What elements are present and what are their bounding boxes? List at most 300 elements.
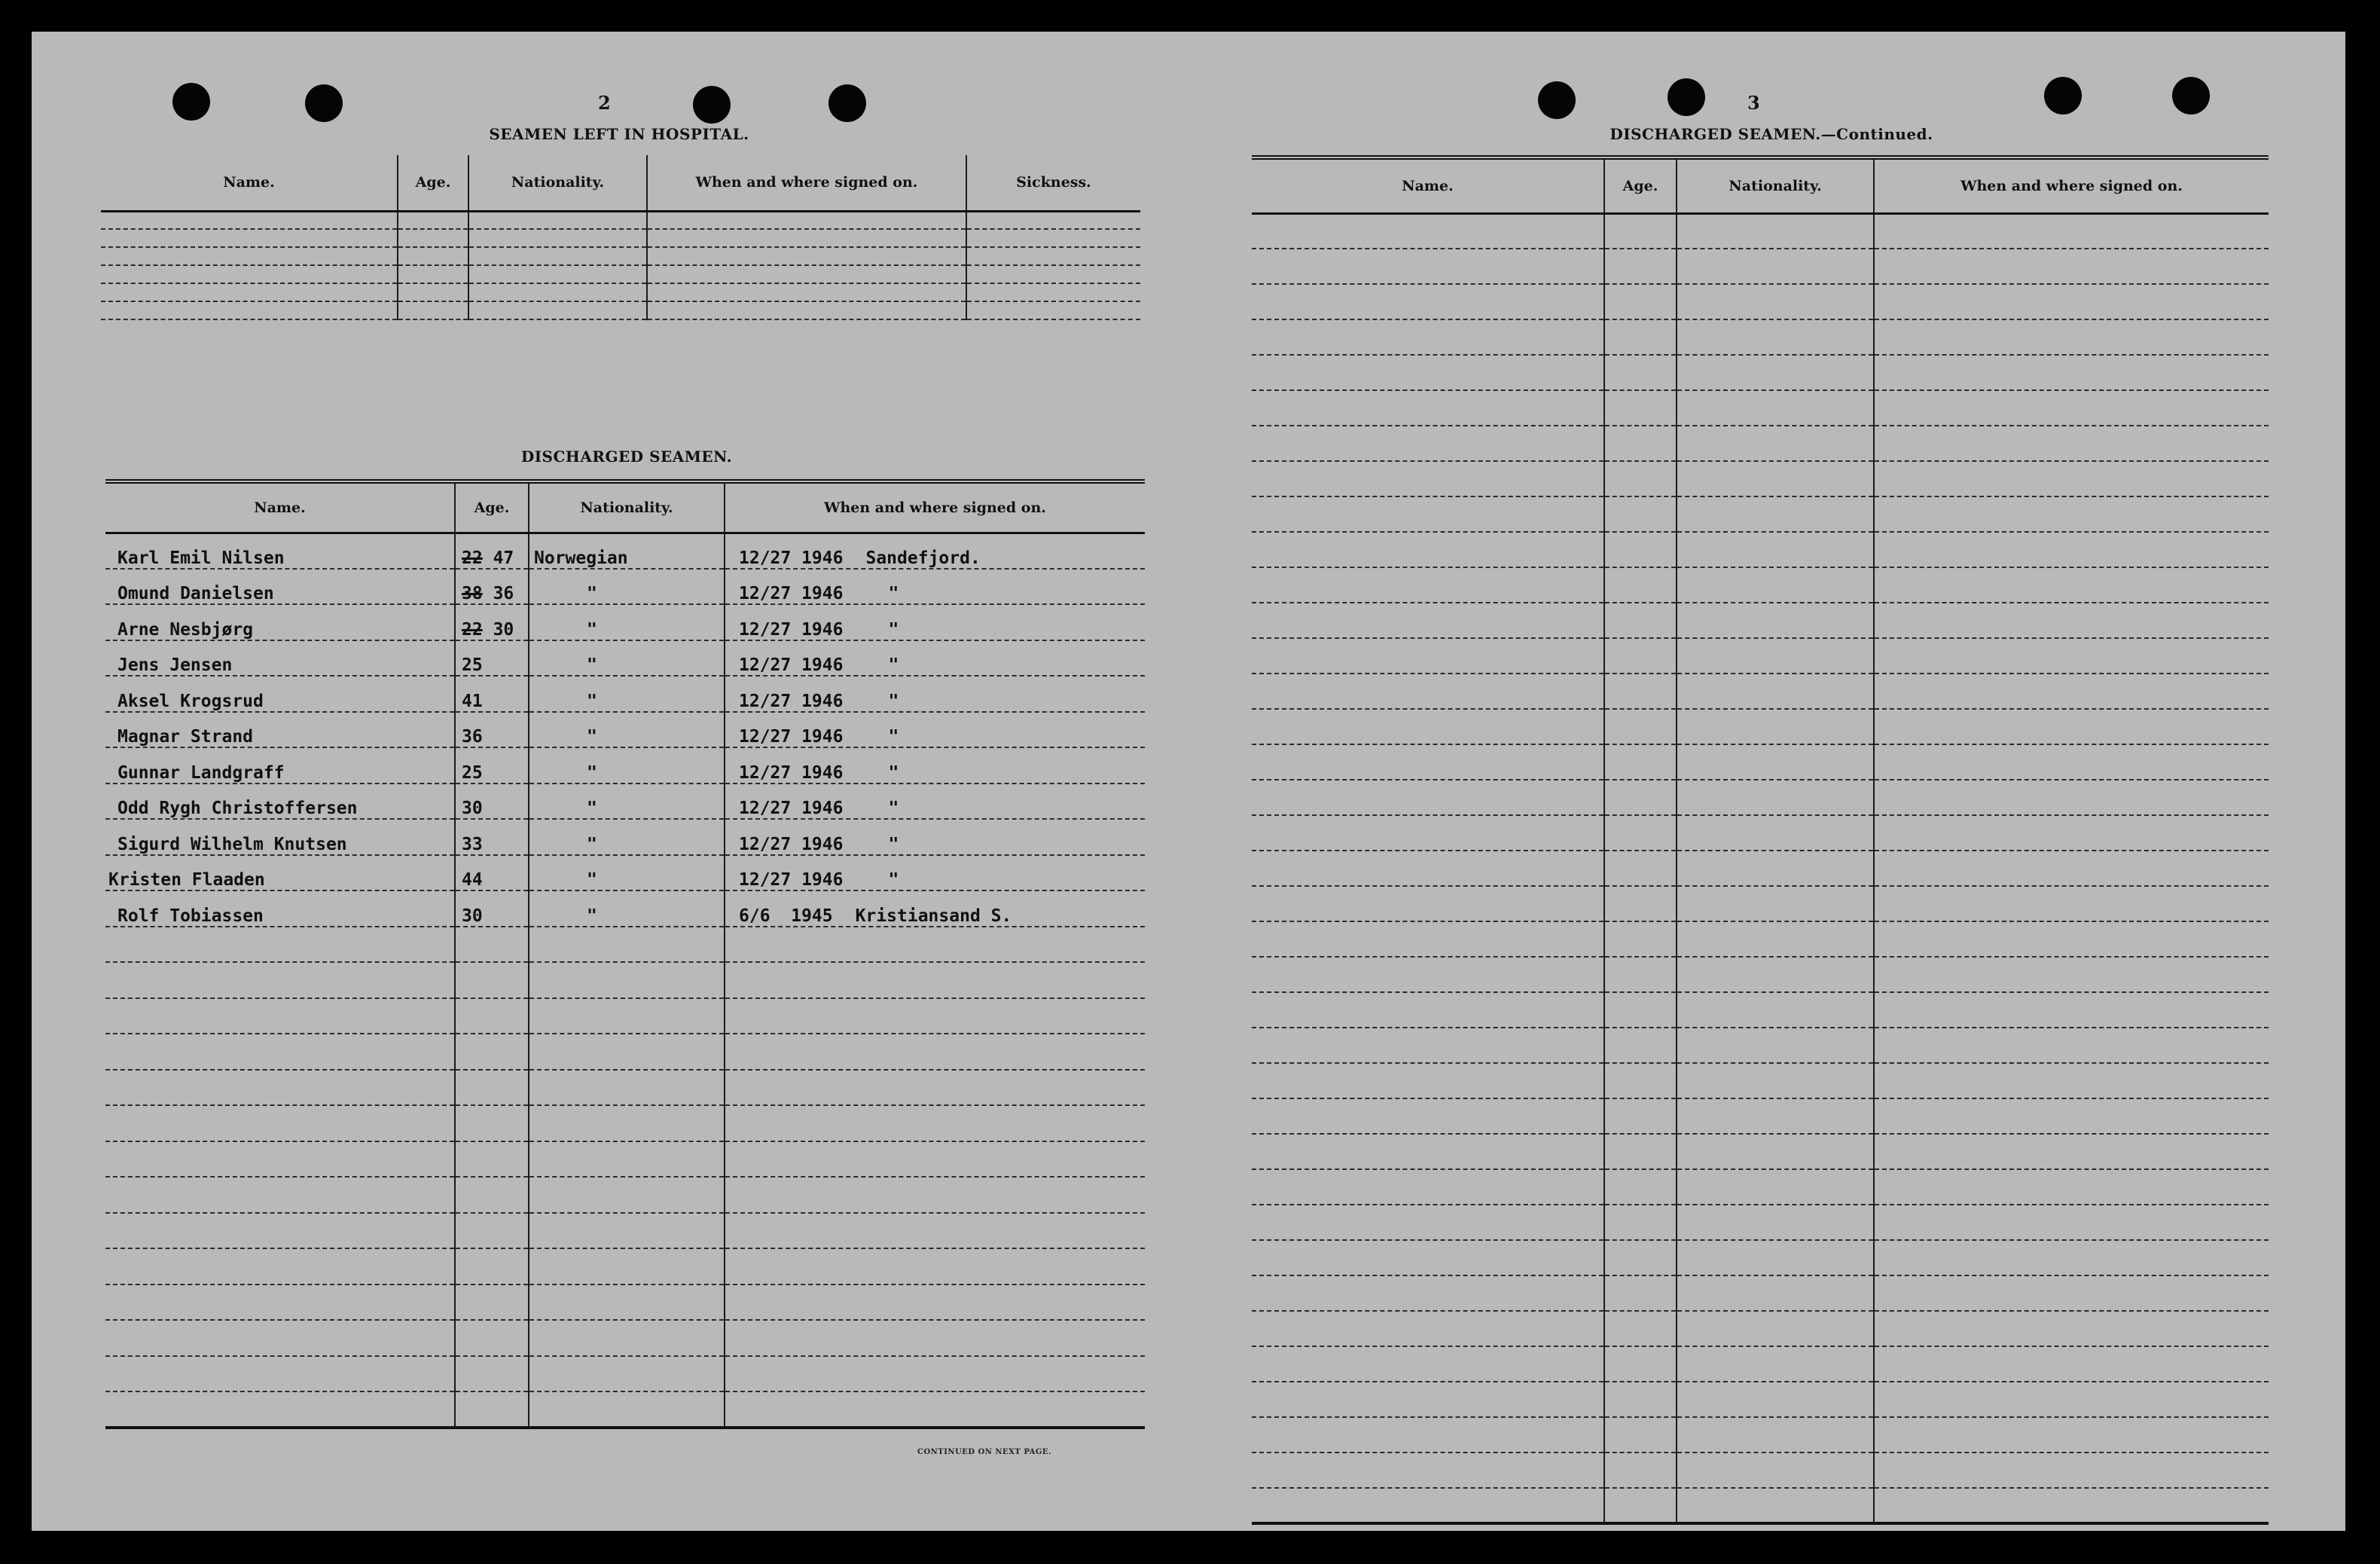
blank-row	[1252, 1205, 2269, 1240]
seaman-age-cell	[455, 712, 529, 748]
blank-row	[105, 1213, 1145, 1249]
empty-cell	[468, 265, 647, 283]
empty-cell	[1604, 1063, 1677, 1098]
blank-row	[1252, 709, 2269, 744]
seaman-name: Arne Nesbjørg	[105, 604, 455, 640]
hospital-row	[101, 301, 1140, 319]
blank-row	[1252, 319, 2269, 355]
blank-row	[1252, 1417, 2269, 1453]
empty-cell	[1252, 1488, 1604, 1523]
empty-cell	[455, 1391, 529, 1428]
empty-cell	[455, 1356, 529, 1392]
binder-hole	[1668, 78, 1705, 116]
empty-cell	[1677, 1240, 1874, 1275]
struck-age: 22	[462, 619, 483, 640]
seaman-age: 47	[493, 548, 514, 568]
empty-cell	[1874, 851, 2269, 886]
empty-cell	[105, 1177, 455, 1213]
empty-cell	[1677, 249, 1874, 284]
blank-row	[1252, 1382, 2269, 1417]
empty-cell	[105, 1105, 455, 1141]
seaman-age-cell	[455, 855, 529, 891]
signed-on-date: 12/27 1946	[739, 584, 844, 603]
binder-hole	[2172, 77, 2210, 115]
empty-cell	[1874, 1346, 2269, 1382]
seaman-nationality: "	[529, 604, 725, 640]
empty-cell	[529, 927, 725, 963]
empty-cell	[529, 1141, 725, 1178]
seaman-nationality: "	[529, 890, 725, 927]
empty-cell	[1677, 1063, 1874, 1098]
signed-on-place: Kristiansand S.	[855, 906, 1012, 926]
discharged-section-heading: DISCHARGED SEAMEN.	[520, 448, 733, 466]
empty-cell	[105, 1248, 455, 1284]
empty-cell	[1677, 1028, 1874, 1063]
empty-cell	[1604, 921, 1677, 957]
seaman-signed-on	[725, 712, 1145, 748]
empty-cell	[1252, 1205, 1604, 1240]
signed-on-date: 12/27 1946	[739, 619, 844, 640]
empty-cell	[1874, 1311, 2269, 1346]
empty-cell	[1677, 355, 1874, 390]
seaman-age-cell	[455, 640, 529, 677]
blank-row	[1252, 1134, 2269, 1169]
empty-cell	[105, 1356, 455, 1392]
blank-row	[1252, 674, 2269, 709]
blank-row	[1252, 496, 2269, 532]
empty-cell	[725, 1284, 1145, 1321]
empty-cell	[1677, 1382, 1874, 1417]
empty-cell	[1252, 992, 1604, 1028]
empty-cell	[105, 1070, 455, 1106]
seaman-age-cell	[455, 604, 529, 640]
empty-cell	[105, 1391, 455, 1428]
empty-cell	[1677, 426, 1874, 461]
blank-row	[105, 1248, 1145, 1284]
seaman-name: Kristen Flaaden	[105, 855, 455, 891]
seaman-nationality: Norwegian	[529, 533, 725, 569]
empty-cell	[1874, 1063, 2269, 1098]
seaman-name: Omund Danielsen	[105, 569, 455, 605]
empty-cell	[1677, 709, 1874, 744]
seaman-nationality: "	[529, 712, 725, 748]
empty-cell	[1677, 284, 1874, 319]
seaman-name: Sigurd Wilhelm Knutsen	[105, 819, 455, 855]
blank-row	[1252, 1453, 2269, 1488]
blank-row	[1252, 1311, 2269, 1346]
empty-cell	[529, 1105, 725, 1141]
empty-cell	[966, 211, 1140, 229]
empty-cell	[1874, 1453, 2269, 1488]
signed-on-place: "	[888, 762, 899, 783]
seaman-nationality: "	[529, 640, 725, 677]
empty-cell	[1874, 674, 2269, 709]
seaman-age: 36	[493, 584, 514, 603]
empty-cell	[1252, 390, 1604, 426]
empty-cell	[1252, 674, 1604, 709]
empty-cell	[468, 211, 647, 229]
empty-cell	[1604, 1346, 1677, 1382]
empty-cell	[1252, 851, 1604, 886]
empty-cell	[1874, 461, 2269, 496]
empty-cell	[966, 301, 1140, 319]
seaman-nationality: "	[529, 676, 725, 712]
empty-cell	[1874, 1028, 2269, 1063]
signed-on-date: 12/27 1946	[739, 799, 844, 818]
signed-on-date: 12/27 1946	[739, 727, 844, 747]
blank-row	[105, 1177, 1145, 1213]
empty-cell	[101, 211, 398, 229]
empty-cell	[1677, 1488, 1874, 1523]
empty-cell	[455, 1105, 529, 1141]
empty-cell	[529, 1320, 725, 1356]
blank-row	[1252, 1063, 2269, 1098]
empty-cell	[966, 229, 1140, 247]
hospital-row	[101, 211, 1140, 229]
empty-cell	[725, 1248, 1145, 1284]
empty-cell	[725, 1105, 1145, 1141]
blank-row	[105, 1391, 1145, 1428]
blank-row	[105, 1034, 1145, 1070]
empty-cell	[1252, 355, 1604, 390]
empty-cell	[1252, 638, 1604, 674]
blank-row	[1252, 461, 2269, 496]
empty-cell	[529, 1070, 725, 1106]
empty-cell	[1252, 921, 1604, 957]
blank-row	[1252, 213, 2269, 249]
empty-cell	[966, 283, 1140, 301]
empty-cell	[1874, 567, 2269, 603]
empty-cell	[1604, 1028, 1677, 1063]
empty-cell	[647, 301, 966, 319]
empty-cell	[529, 1356, 725, 1392]
empty-cell	[529, 962, 725, 998]
signed-on-date: 12/27 1946	[739, 548, 844, 568]
blank-row	[1252, 815, 2269, 851]
signed-on-place: "	[888, 799, 899, 818]
empty-cell	[1252, 1063, 1604, 1098]
signed-on-place: "	[888, 584, 899, 603]
empty-cell	[1874, 1275, 2269, 1311]
empty-cell	[455, 1320, 529, 1356]
seaman-signed-on	[725, 784, 1145, 820]
empty-cell	[1874, 532, 2269, 567]
empty-cell	[1252, 426, 1604, 461]
empty-cell	[1677, 886, 1874, 921]
blank-row	[1252, 390, 2269, 426]
empty-cell	[1874, 638, 2269, 674]
empty-cell	[1604, 603, 1677, 638]
empty-cell	[725, 998, 1145, 1034]
blank-row	[105, 998, 1145, 1034]
seaman-name: Odd Rygh Christoffersen	[105, 784, 455, 820]
right-col-nationality: Nationality.	[1677, 157, 1874, 213]
seaman-age: 41	[462, 691, 483, 711]
document-sheet	[32, 32, 2345, 1531]
binder-hole	[828, 84, 866, 122]
empty-cell	[1677, 319, 1874, 355]
empty-cell	[1604, 1205, 1677, 1240]
empty-cell	[725, 1356, 1145, 1392]
blank-row	[1252, 744, 2269, 780]
empty-cell	[1874, 1417, 2269, 1453]
seaman-age: 33	[462, 834, 483, 854]
empty-cell	[1604, 461, 1677, 496]
empty-cell	[1677, 744, 1874, 780]
blank-row	[1252, 1169, 2269, 1205]
seaman-age-cell	[455, 890, 529, 927]
blank-row	[1252, 249, 2269, 284]
empty-cell	[1604, 319, 1677, 355]
empty-cell	[1677, 1453, 1874, 1488]
empty-cell	[398, 211, 468, 229]
empty-cell	[455, 1213, 529, 1249]
empty-cell	[1252, 1028, 1604, 1063]
empty-cell	[1874, 213, 2269, 249]
empty-cell	[1874, 390, 2269, 426]
blank-row	[105, 1141, 1145, 1178]
discharged-col-age: Age.	[455, 481, 529, 533]
empty-cell	[529, 1177, 725, 1213]
seaman-row	[105, 819, 1145, 855]
empty-cell	[1874, 744, 2269, 780]
empty-cell	[101, 265, 398, 283]
blank-row	[105, 1070, 1145, 1106]
signed-on-place: "	[888, 727, 899, 747]
seaman-age-cell	[455, 533, 529, 569]
binder-hole	[2044, 77, 2082, 115]
empty-cell	[105, 1034, 455, 1070]
empty-cell	[647, 247, 966, 265]
seaman-row	[105, 747, 1145, 784]
empty-cell	[468, 301, 647, 319]
blank-row	[105, 927, 1145, 963]
empty-cell	[1677, 1134, 1874, 1169]
empty-cell	[1677, 603, 1874, 638]
empty-cell	[529, 1284, 725, 1321]
empty-cell	[1252, 1382, 1604, 1417]
seaman-signed-on	[725, 890, 1145, 927]
blank-row	[1252, 532, 2269, 567]
seaman-age-cell	[455, 569, 529, 605]
empty-cell	[647, 211, 966, 229]
empty-cell	[101, 229, 398, 247]
empty-cell	[1677, 461, 1874, 496]
seaman-row	[105, 712, 1145, 748]
empty-cell	[1604, 1275, 1677, 1311]
empty-cell	[1677, 921, 1874, 957]
empty-cell	[1252, 709, 1604, 744]
empty-cell	[105, 1213, 455, 1249]
discharged-seamen-continued-table	[1252, 155, 2269, 1525]
empty-cell	[1604, 957, 1677, 992]
empty-cell	[529, 1213, 725, 1249]
hospital-row	[101, 247, 1140, 265]
empty-cell	[1874, 957, 2269, 992]
seaman-age: 25	[462, 762, 483, 783]
empty-cell	[455, 998, 529, 1034]
empty-cell	[1604, 638, 1677, 674]
seaman-age: 36	[462, 727, 483, 747]
empty-cell	[1604, 213, 1677, 249]
discharged-col-nationality: Nationality.	[529, 481, 725, 533]
seaman-age: 30	[462, 799, 483, 818]
empty-cell	[1677, 1098, 1874, 1134]
empty-cell	[1677, 851, 1874, 886]
seaman-name: Karl Emil Nilsen	[105, 533, 455, 569]
blank-row	[1252, 603, 2269, 638]
empty-cell	[647, 265, 966, 283]
discharged-col-name: Name.	[105, 481, 455, 533]
empty-cell	[1874, 921, 2269, 957]
empty-cell	[1874, 426, 2269, 461]
empty-cell	[1252, 1240, 1604, 1275]
signed-on-date: 6/6 1945	[739, 906, 833, 926]
empty-cell	[1874, 1382, 2269, 1417]
empty-cell	[1874, 496, 2269, 532]
empty-cell	[529, 1391, 725, 1428]
blank-row	[105, 1320, 1145, 1356]
right-page-number: 3	[1747, 92, 1760, 114]
empty-cell	[1874, 1240, 2269, 1275]
empty-cell	[1252, 1417, 1604, 1453]
seaman-name: Jens Jensen	[105, 640, 455, 677]
empty-cell	[1874, 603, 2269, 638]
empty-cell	[1874, 815, 2269, 851]
seaman-name: Rolf Tobiassen	[105, 890, 455, 927]
signed-on-place: Sandefjord.	[865, 548, 981, 568]
signed-on-date: 12/27 1946	[739, 655, 844, 675]
discharged-col-signed-on: When and where signed on.	[725, 481, 1145, 533]
signed-on-place: "	[888, 655, 899, 675]
empty-cell	[966, 247, 1140, 265]
empty-cell	[529, 998, 725, 1034]
empty-cell	[1677, 390, 1874, 426]
empty-cell	[101, 301, 398, 319]
seaman-row	[105, 855, 1145, 891]
empty-cell	[1677, 1275, 1874, 1311]
empty-cell	[1677, 957, 1874, 992]
seaman-signed-on	[725, 604, 1145, 640]
empty-cell	[1252, 249, 1604, 284]
hospital-row	[101, 229, 1140, 247]
empty-cell	[1252, 1275, 1604, 1311]
empty-cell	[1604, 1169, 1677, 1205]
empty-cell	[647, 283, 966, 301]
seaman-row	[105, 676, 1145, 712]
seaman-name: Magnar Strand	[105, 712, 455, 748]
binder-hole	[305, 84, 343, 122]
hospital-section-heading: SEAMEN LEFT IN HOSPITAL.	[489, 125, 749, 143]
seaman-nationality: "	[529, 747, 725, 784]
empty-cell	[468, 283, 647, 301]
empty-cell	[1604, 674, 1677, 709]
hospital-row	[101, 283, 1140, 301]
empty-cell	[966, 265, 1140, 283]
signed-on-place: "	[888, 870, 899, 890]
empty-cell	[455, 1177, 529, 1213]
empty-cell	[1252, 957, 1604, 992]
empty-cell	[1677, 213, 1874, 249]
empty-cell	[1252, 496, 1604, 532]
empty-cell	[105, 1320, 455, 1356]
empty-cell	[1604, 532, 1677, 567]
seaman-row	[105, 604, 1145, 640]
continued-footer: CONTINUED ON NEXT PAGE.	[917, 1448, 1052, 1456]
signed-on-place: "	[888, 619, 899, 640]
left-page-number: 2	[598, 92, 611, 114]
empty-cell	[1252, 532, 1604, 567]
empty-cell	[1874, 1205, 2269, 1240]
empty-cell	[1604, 567, 1677, 603]
empty-cell	[1252, 1098, 1604, 1134]
empty-cell	[1677, 1205, 1874, 1240]
signed-on-date: 12/27 1946	[739, 691, 844, 711]
signed-on-place: "	[888, 834, 899, 854]
empty-cell	[468, 247, 647, 265]
hospital-row	[101, 265, 1140, 283]
empty-cell	[1874, 1488, 2269, 1523]
empty-cell	[1252, 1134, 1604, 1169]
empty-cell	[455, 1034, 529, 1070]
seaman-age-cell	[455, 819, 529, 855]
empty-cell	[1604, 1311, 1677, 1346]
empty-cell	[1677, 992, 1874, 1028]
seaman-row	[105, 890, 1145, 927]
empty-cell	[1252, 744, 1604, 780]
empty-cell	[1604, 1417, 1677, 1453]
binder-hole	[172, 83, 210, 121]
empty-cell	[1252, 213, 1604, 249]
empty-cell	[455, 1070, 529, 1106]
empty-cell	[725, 1213, 1145, 1249]
empty-cell	[1252, 567, 1604, 603]
discharged-continued-heading: DISCHARGED SEAMEN.—Continued.	[1610, 125, 1933, 143]
empty-cell	[1604, 815, 1677, 851]
empty-cell	[1874, 1098, 2269, 1134]
seaman-row	[105, 569, 1145, 605]
empty-cell	[1874, 284, 2269, 319]
empty-cell	[647, 229, 966, 247]
empty-cell	[455, 1248, 529, 1284]
empty-cell	[1252, 1453, 1604, 1488]
blank-row	[105, 1105, 1145, 1141]
empty-cell	[529, 1034, 725, 1070]
empty-cell	[105, 1141, 455, 1178]
struck-age: 22	[462, 548, 483, 568]
seaman-age-cell	[455, 747, 529, 784]
hospital-col-signed-on: When and where signed on.	[647, 155, 966, 211]
empty-cell	[455, 1141, 529, 1178]
signed-on-date: 12/27 1946	[739, 834, 844, 854]
empty-cell	[1252, 1346, 1604, 1382]
empty-cell	[1604, 1240, 1677, 1275]
right-col-age: Age.	[1604, 157, 1677, 213]
empty-cell	[1677, 1311, 1874, 1346]
empty-cell	[1677, 780, 1874, 815]
empty-cell	[1604, 1453, 1677, 1488]
empty-cell	[398, 301, 468, 319]
blank-row	[1252, 355, 2269, 390]
blank-row	[105, 1356, 1145, 1392]
seaman-age: 30	[493, 619, 514, 640]
hospital-col-name: Name.	[101, 155, 398, 211]
blank-row	[1252, 1028, 2269, 1063]
empty-cell	[1874, 355, 2269, 390]
empty-cell	[725, 1070, 1145, 1106]
empty-cell	[1874, 886, 2269, 921]
seaman-signed-on	[725, 569, 1145, 605]
